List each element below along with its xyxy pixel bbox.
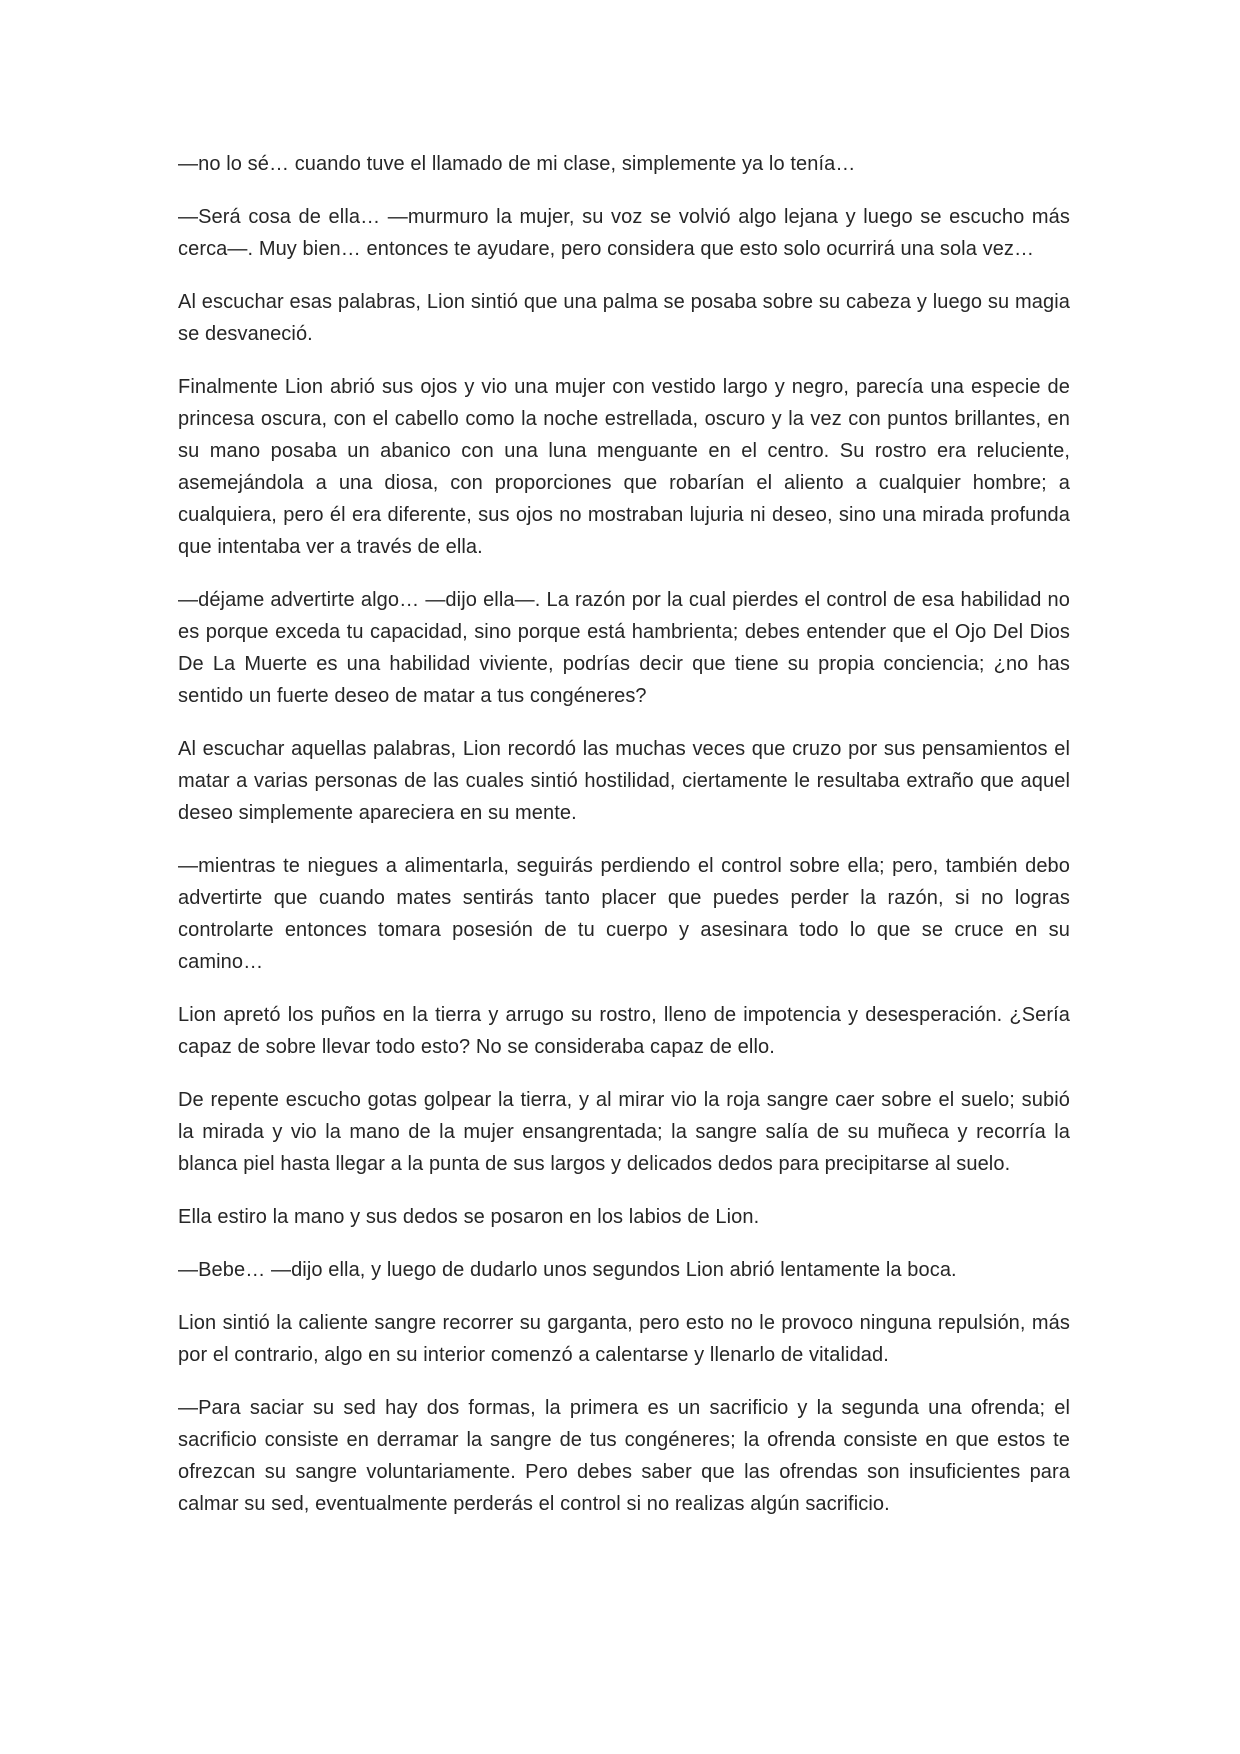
- paragraph-3: Al escuchar esas palabras, Lion sintió que una palma se posaba sobre su cabeza y luego su magia se desvaneció.: [178, 291, 1070, 345]
- paragraph-8: Lion apretó los puños en la tierra y arrugo su rostro, lleno de impotencia y desesperación. ¿Sería capaz de sobre llevar todo esto? No se consideraba capaz de ello.: [178, 1004, 1070, 1058]
- paragraph-13: —Para saciar su sed hay dos formas, la primera es un sacrificio y la segunda una ofrenda; el sacrificio consiste en derramar la sangre de tus congéneres; la ofrenda consiste en que estos te ofrezcan su sangre voluntariamente. Pero debes saber que las ofrendas son insuficientes para calmar su sed, eventualmente perderás el control si no realizas algún sacrificio.: [178, 1397, 1070, 1515]
- paragraph-12: Lion sintió la caliente sangre recorrer su garganta, pero esto no le provoco ninguna repulsión, más por el contrario, algo en su interior comenzó a calentarse y llenarlo de vitalidad.: [178, 1312, 1070, 1366]
- paragraph-4: Finalmente Lion abrió sus ojos y vio una mujer con vestido largo y negro, parecía una especie de princesa oscura, con el cabello como la noche estrellada, oscuro y la vez con puntos brillantes, en su mano posaba un abanico con una luna menguante en el centro. Su rostro era reluciente, asemejándola a una diosa, con proporciones que robarían el aliento a cualquier hombre; a cualquiera, pero él era diferente, sus ojos no mostraban lujuria ni deseo, sino una mirada profunda que intentaba ver a través de ella.: [178, 376, 1070, 558]
- body-text: [178, 148, 1070, 1541]
- paragraph-2: —Será cosa de ella… —murmuro la mujer, su voz se volvió algo lejana y luego se escucho más cerca—. Muy bien… entonces te ayudare, pero considera que esto solo ocurrirá una sola vez…: [178, 206, 1070, 260]
- paragraph-5: —déjame advertirte algo… —dijo ella—. La razón por la cual pierdes el control de esa habilidad no es porque exceda tu capacidad, sino porque está hambrienta; debes entender que el Ojo Del Dios De La Muerte es una habilidad viviente, podrías decir que tiene su propia conciencia; ¿no has sentido un fuerte deseo de matar a tus congéneres?: [178, 589, 1070, 707]
- paragraph-10: Ella estiro la mano y sus dedos se posaron en los labios de Lion.: [178, 1206, 760, 1228]
- paragraph-11: —Bebe… —dijo ella, y luego de dudarlo unos segundos Lion abrió lentamente la boca.: [178, 1259, 957, 1281]
- paragraph-9: De repente escucho gotas golpear la tierra, y al mirar vio la roja sangre caer sobre el suelo; subió la mirada y vio la mano de la mujer ensangrentada; la sangre salía de su muñeca y recorría la blanca piel hasta llegar a la punta de sus largos y delicados dedos para precipitarse al suelo.: [178, 1089, 1070, 1175]
- paragraph-7: —mientras te niegues a alimentarla, seguirás perdiendo el control sobre ella; pero, también debo advertirte que cuando mates sentirás tanto placer que puedes perder la razón, si no logras controlarte entonces tomara posesión de tu cuerpo y asesinara todo lo que se cruce en su camino…: [178, 855, 1070, 973]
- paragraph-1: —no lo sé… cuando tuve el llamado de mi clase, simplemente ya lo tenía…: [178, 153, 856, 175]
- paragraph-6: Al escuchar aquellas palabras, Lion recordó las muchas veces que cruzo por sus pensamientos el matar a varias personas de las cuales sintió hostilidad, ciertamente le resultaba extraño que aquel deseo simplemente apareciera en su mente.: [178, 738, 1070, 824]
